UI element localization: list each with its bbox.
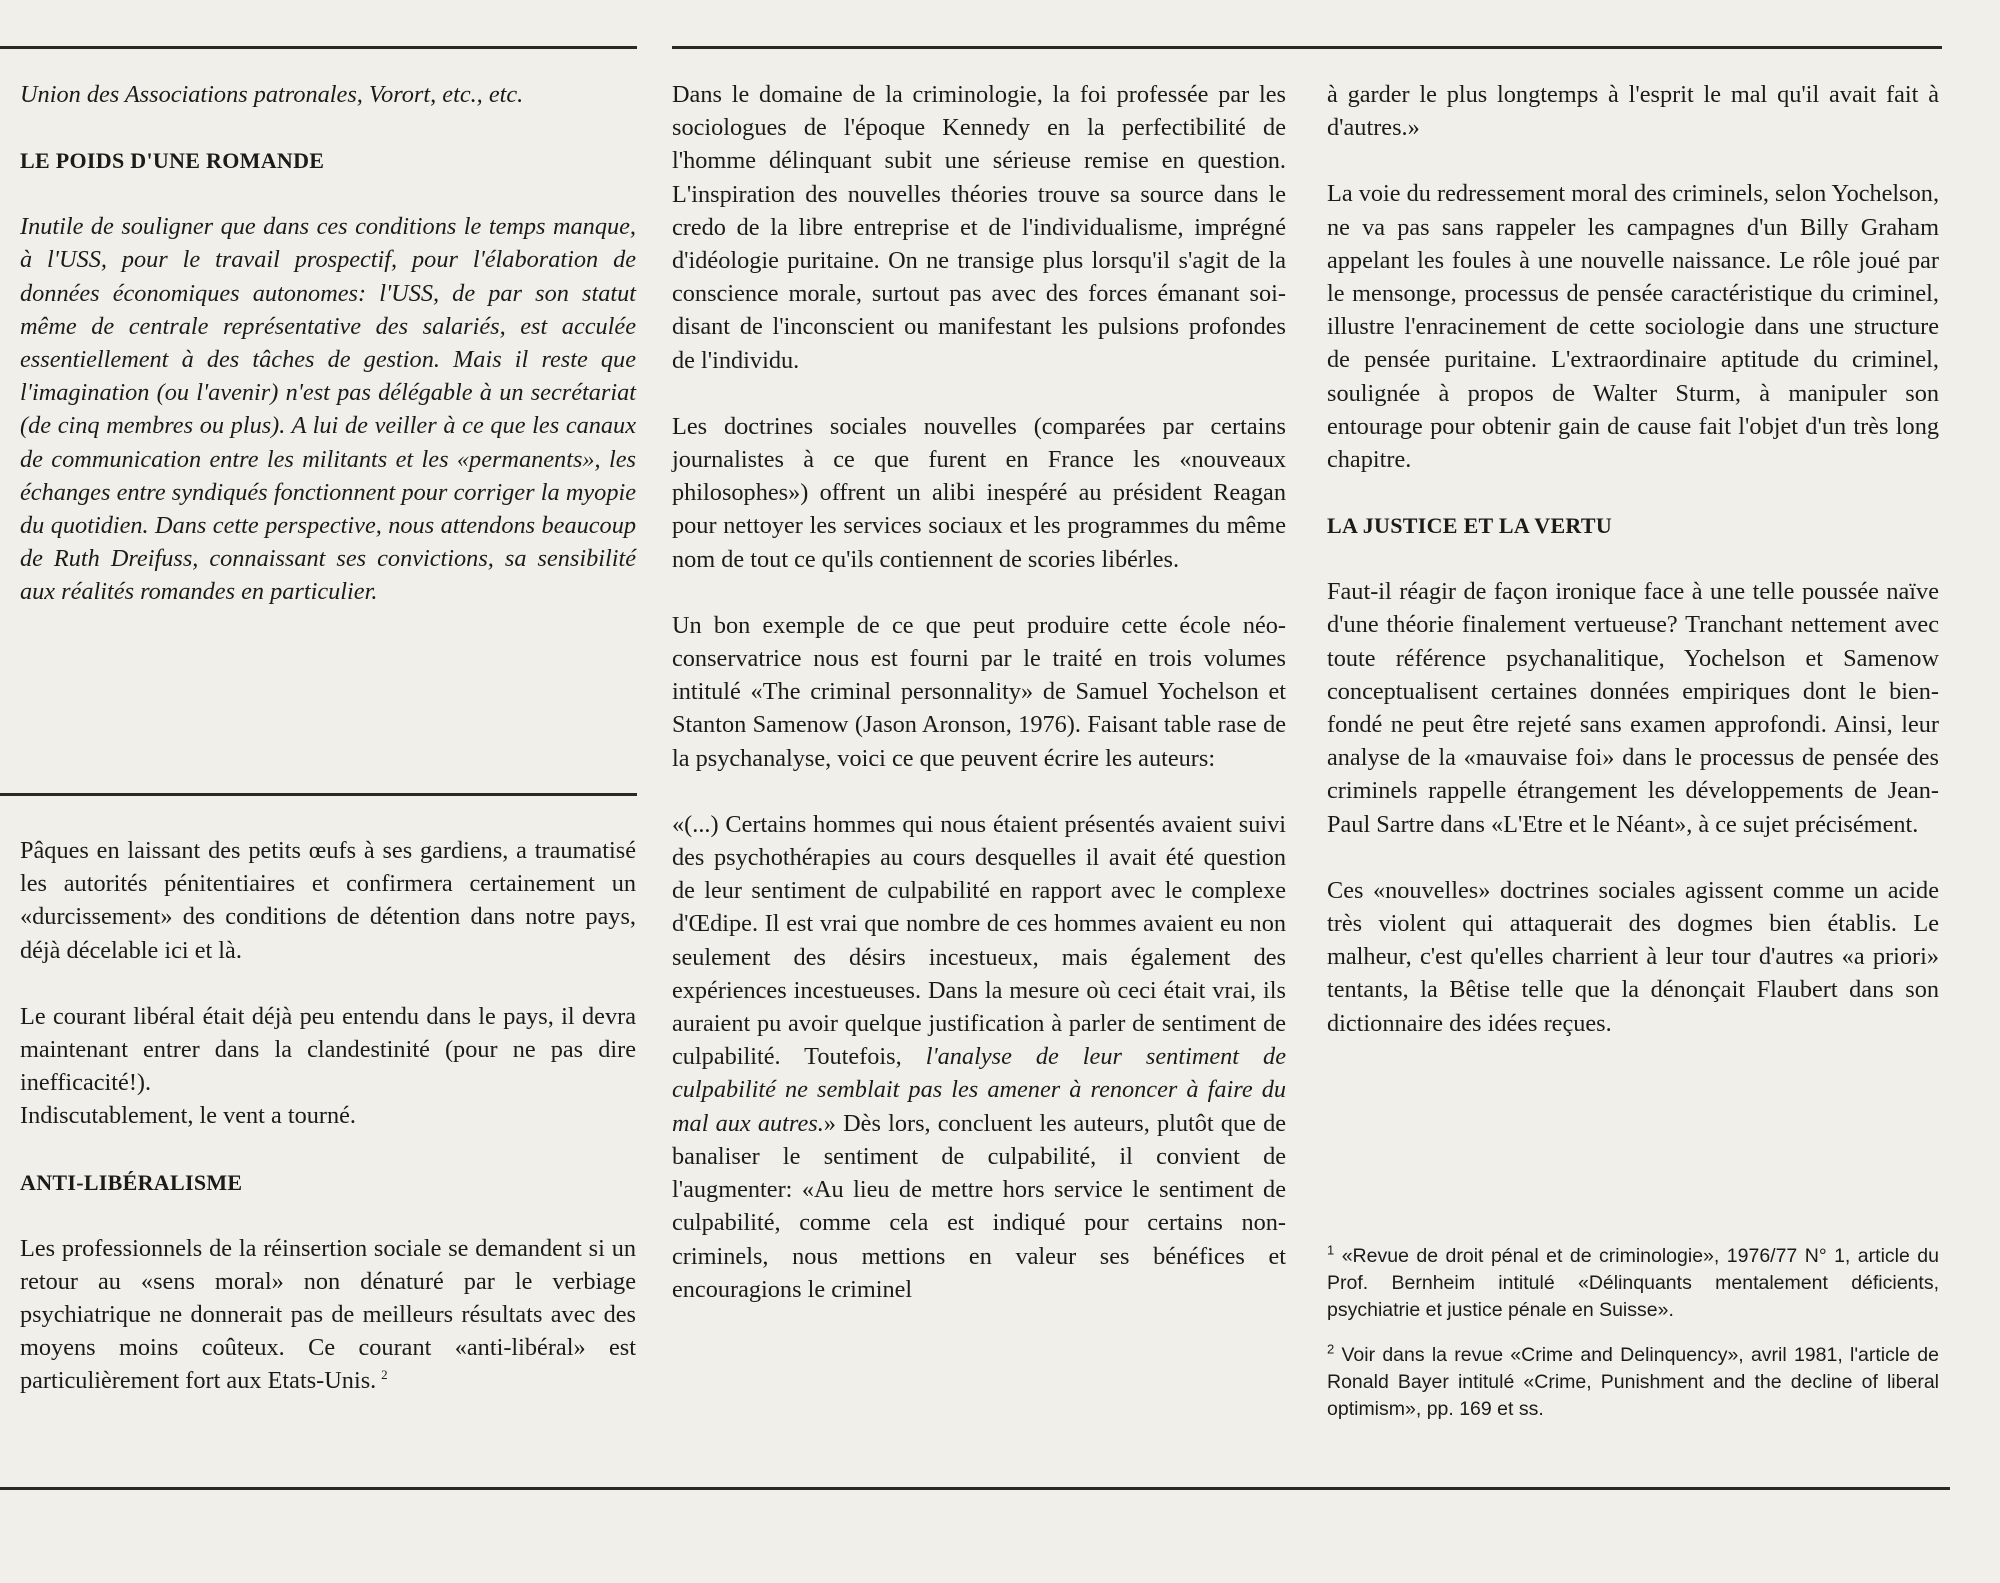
top-rule-left — [0, 46, 637, 49]
italic-paragraph: Inutile de souligner que dans ces conditions le temps manque, à l'USS, pour le travail prospectif, pour l'élaboration de données économiques autonomes: l'USS, de par son statut même de centrale représentative des salariés, est acculée essentiellement à des tâches de gestion. Mais il reste que l'imagination (ou l'avenir) n'est pas délégable à un secrétariat (de cinq membres ou plus). A lui de veiller à ce que les canaux de communication entre les militants et les «permanents», les échanges entre syndiqués fonctionnent pour corriger la myopie du quotidien. Dans cette perspective, nous attendons beaucoup de Ruth Dreifuss, connaissant ses convictions, sa sensibilité aux réalités romandes en particulier. — [20, 213, 636, 606]
bottom-rule — [0, 1487, 1950, 1490]
mid-rule-left — [0, 793, 637, 796]
footnotes — [1327, 1243, 1939, 1441]
paragraph: Les doctrines sociales nouvelles (comparées par certains journalistes à ce que furent en France les «nouveaux philosophes») offrent un alibi inespéré au président Reagan pour nettoyer les services sociaux et les programmes du même nom de tout ce qu'ils contiennent de scories libérles. — [672, 412, 1286, 573]
paragraph: Le courant libéral était déjà peu entendu dans le pays, il devra maintenant entrer dans la clandestinité (pour ne pas dire inefficacité!). — [20, 1002, 636, 1097]
paragraph — [20, 1232, 636, 1398]
column-2 — [672, 78, 1286, 1339]
footnote-ref: 2 — [381, 1367, 388, 1383]
paragraph-text: Les professionnels de la réinsertion sociale se demandent si un retour au «sens moral» non dénaturé par le verbiage psychiatrique ne donnerait pas de meilleurs résultats avec des moyens moins coûteux. Ce courant «anti-libéral» est particulièrement fort aux Etats-Unis. — [20, 1234, 636, 1395]
column-1-top — [20, 78, 636, 642]
heading-justice-vertu: LA JUSTICE ET LA VERTU — [1327, 513, 1613, 539]
footnote-1 — [1327, 1243, 1939, 1324]
paragraph: à garder le plus longtemps à l'esprit le mal qu'il avait fait à d'autres.» — [1327, 81, 1939, 142]
footnote-number: 2 — [1327, 1341, 1335, 1357]
footnote-2 — [1327, 1342, 1939, 1423]
heading-poids-romande: LE POIDS D'UNE ROMANDE — [20, 148, 325, 174]
paragraph: La voie du redressement moral des criminels, selon Yochelson, ne va pas sans rappeler les campagnes d'un Billy Graham appelant les foules à une nouvelle naissance. Le rôle joué par le mensonge, processus de pensée caractéristique du criminel, illustre l'enracinement de cette sociologie dans une structure de pensée puritaine. L'extraordinaire aptitude du criminel, soulignée à propos de Walter Sturm, à manipuler son entourage pour obtenir gain de cause fait l'objet d'un très long chapitre. — [1327, 180, 1940, 474]
column-1-bottom — [20, 834, 636, 1431]
top-rule-right — [672, 46, 1942, 49]
quote-italic: l'analyse de leur sentiment de culpabilité ne semblait pas les amener à renoncer à faire du mal aux autres. — [672, 1043, 1286, 1137]
quote-paragraph — [672, 808, 1286, 1306]
paragraph: Faut-il réagir de façon ironique face à une telle poussée naïve d'une théorie finalement vertueuse? Tranchant nettement avec toute référence psychanalitique, Yochelson et Samenow conceptualisent certaines données empiriques dont le bien-fondé ne peut être rejeté sans examen approfondi. Ainsi, leur analyse de la «mauvaise foi» dans le processus de pensée des criminels rappelle étrangement les développements de Jean-Paul Sartre dans «L'Etre et le Néant», à ce sujet précisément. — [1327, 578, 1939, 838]
footnote-text: «Revue de droit pénal et de criminologie», 1976/77 N° 1, article du Prof. Bernheim intitulé «Délinquants mentalement déficients, psychiatrie et justice pénale en Suisse». — [1327, 1245, 1939, 1321]
intro-italic: Union des Associations patronales, Vorort, etc., etc. — [20, 81, 524, 108]
paragraph: Ces «nouvelles» doctrines sociales agissent comme un acide très violent qui attaquerait des dogmes bien établis. Le malheur, c'est qu'elles charrient à leur tour d'autres «a priori» tentants, la Bêtise telle que la dénonçait Flaubert dans son dictionnaire des idées reçues. — [1327, 876, 1939, 1037]
paragraph: Indiscutablement, le vent a tourné. — [20, 1102, 356, 1130]
column-3 — [1327, 78, 1939, 1073]
paragraph: Un bon exemple de ce que peut produire cette école néo-conservatrice nous est fourni par le traité en trois volumes intitulé «The criminal personnality» de Samuel Yochelson et Stanton Samenow (Jason Aronson, 1976). Faisant table rase de la psychanalyse, voici ce que peuvent écrire les auteurs: — [672, 611, 1286, 772]
footnote-text: Voir dans la revue «Crime and Delinquency», avril 1981, l'article de Ronald Bayer intitulé «Crime, Punishment and the decline of liberal optimism», pp. 169 et ss. — [1327, 1344, 1939, 1420]
footnote-number: 1 — [1327, 1242, 1335, 1258]
quote-text: «(...) Certains hommes qui nous étaient présentés avaient suivi des psychothérapies au cours desquelles il avait été question de leur sentiment de culpabilité en rapport avec le complexe d'Œdipe. Il est vrai que nombre de ces hommes avaient eu non seulement des désirs incestueux, mais également des expériences incestueuses. Dans la mesure où ceci était vrai, ils auraient pu avoir quelque justification à parler de sentiment de culpabilité. Toutefois, — [672, 810, 1286, 1071]
quote-text-end: » Dès lors, concluent les auteurs, plutôt que de banaliser le sentiment de culpabilité, il convient de l'augmenter: «Au lieu de mettre hors service le sentiment de culpabilité, comme cela est indiqué pour certains non-criminels, nous mettions en valeur ses bénéfices et encouragions le criminel — [672, 1109, 1287, 1303]
heading-anti-liberalisme: ANTI-LIBÉRALISME — [20, 1169, 243, 1195]
paragraph: Dans le domaine de la criminologie, la foi professée par les sociologues de l'époque Kennedy en la perfectibilité de l'homme délinquant subit une sérieuse remise en question. L'inspiration des nouvelles théories trouve sa source dans le credo de la libre entreprise et de l'individualisme, imprégné d'idéologie puritaine. On ne transige plus lorsqu'il s'agit de la conscience morale, surtout pas avec des forces émanant soi-disant de l'inconscient ou manifestant les pulsions profondes de l'individu. — [672, 81, 1286, 374]
paragraph: Pâques en laissant des petits œufs à ses gardiens, a traumatisé les autorités pénitentiaires et confirmera certainement un «durcissement» des conditions de détention dans notre pays, déjà décelable ici et là. — [20, 837, 636, 964]
